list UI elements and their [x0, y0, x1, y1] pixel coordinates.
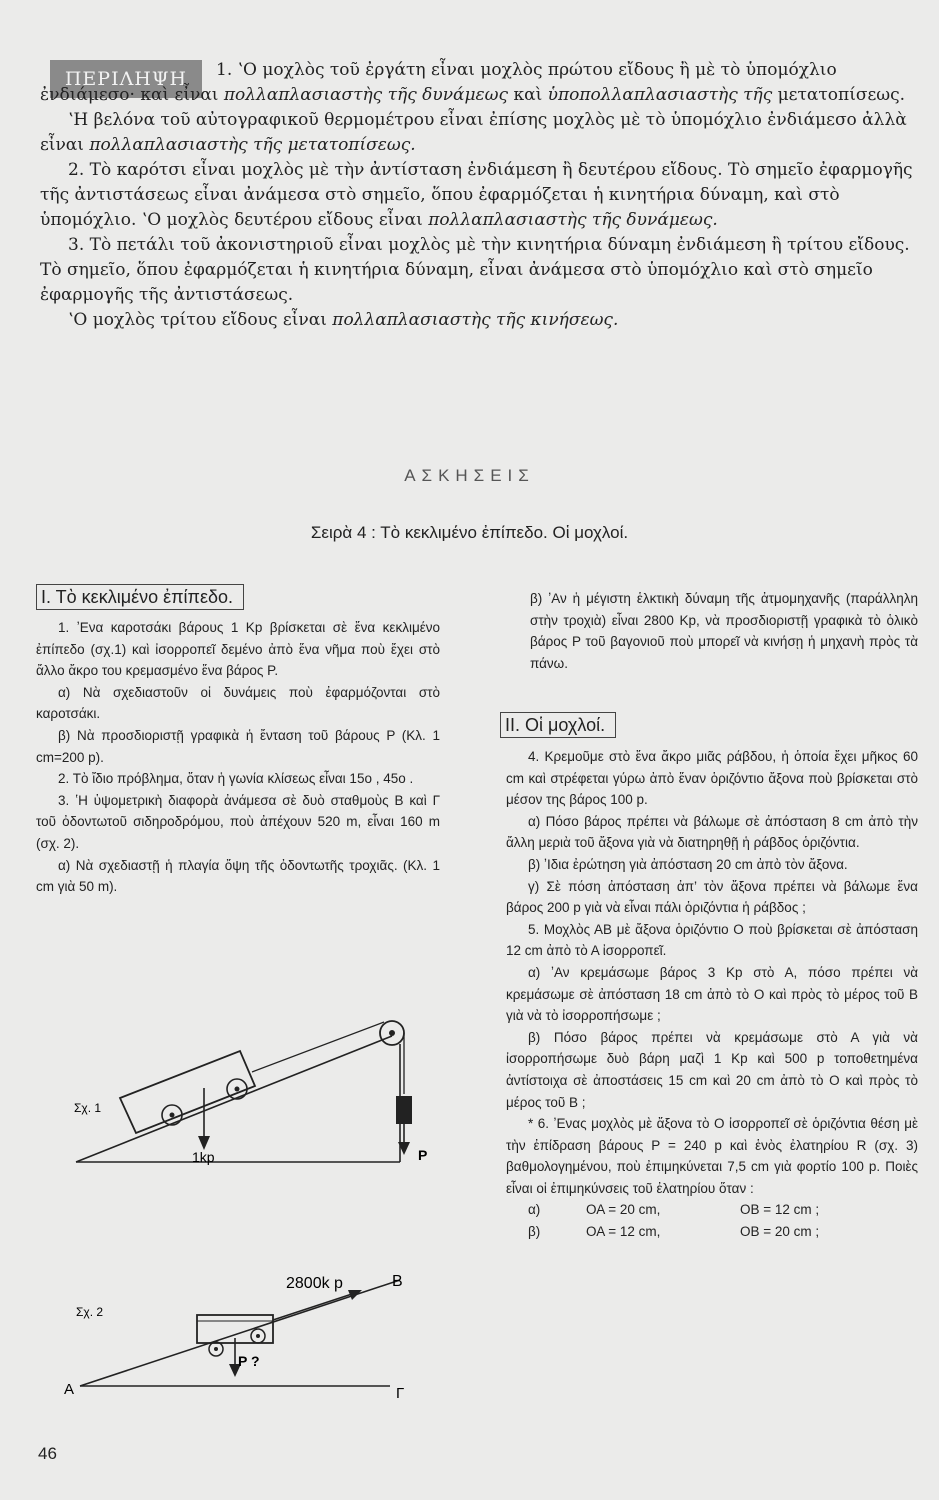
exercise-5b: β) Πόσο βάρος πρέπει νὰ κρεμάσωμε στὸ Α γιὰ νὰ ἰσορροπήσωμε δυὸ βάρη μαζὶ 1 Kp καὶ 500 p τοποθετημένα ἀντίστοιχα σὲ ἀποστάσεις 15 cm καὶ 20 cm ἀπὸ τὸ Ο καὶ πρὸς τὸ μέρος τοῦ Β ; — [506, 1029, 918, 1110]
figure-2 — [40, 1250, 460, 1410]
exercise-3: 3. ʽΗ ὑψομετρικὴ διαφορὰ ἀνάμεσα σὲ δυὸ σταθμοὺς Β καὶ Γ τοῦ ὀδοντωτοῦ σιδηροδρόμου, ποὺ ἀπέχουν 520 m, εἶναι 160 m (σχ. 2). — [36, 792, 440, 851]
exercise-6-row-b: β) ΟΑ = 12 cm, ΟΒ = 20 cm ; — [528, 1224, 820, 1240]
left-section-heading: Ι. Τὸ κεκλιμένο ἐπίπεδο. — [36, 584, 244, 610]
summary-paragraph-4: 3. Τὸ πετάλι τοῦ ἀκονιστηριοῦ εἶναι μοχλὸς μὲ τὴν κινητήρια δύναμη ἐνδιάμεση ἢ τρίτου εἴδους. Τὸ σημεῖο, ὅπου ἐφαρμόζεται ἡ κινητήρια δύναμη, εἶναι ἀνάμεσα στὸ ὑπομόχλιο καὶ στὸ σημεῖο ἐφαρμογῆς τῆς ἀντιστάσεως. — [40, 235, 910, 305]
summary-paragraph-5: ʽΟ μοχλὸς τρίτου εἴδους εἶναι πολλαπλασιαστὴς τῆς κινήσεως. — [68, 310, 619, 330]
exercise-1: 1. ʼΕνα καροτσάκι βάρους 1 Kp βρίσκεται σὲ ἕνα κεκλιμένο ἐπίπεδο (σχ.1) καὶ ἰσορροπεῖ δεμένο ἀπὸ ἕνα νῆμα ποὺ ἔχει στὸ ἄλλο ἄκρο του κρεμασμένο ἕνα βάρος P. — [36, 620, 440, 679]
right-column — [506, 746, 918, 1243]
exercise-3a: α) Νὰ σχεδιαστῇ ἡ πλαγία ὄψη τῆς ὀδοντωτῆς τροχιᾶς. (Κλ. 1 cm γιὰ 50 m). — [36, 857, 440, 895]
fig2-a-label: A — [64, 1381, 75, 1398]
series-title: Σειρὰ 4 : Τὸ κεκλιμένο ἐπίπεδο. Οἱ μοχλοί. — [310, 523, 629, 542]
exercise-1b: β) Νὰ προσδιοριστῇ γραφικὰ ἡ ἔνταση τοῦ βάρους P (Κλ. 1 cm=200 p). — [36, 727, 440, 765]
figure-1 — [40, 1020, 460, 1180]
exercise-4: 4. Κρεμοῦμε στὸ ἕνα ἄκρο μιᾶς ράβδου, ἡ ὁποία ἔχει μῆκος 60 cm καὶ στρέφεται γύρω ἀπὸ ἕναν ὁριζόντιο ἄξονα ποὺ βρίσκεται στὸ μέσον της βάρος 100 p. — [506, 749, 918, 808]
fig1-weight-label: 1kp — [192, 1149, 215, 1165]
exercise-6-row-a: α) ΟΑ = 20 cm, ΟΒ = 12 cm ; — [528, 1202, 820, 1218]
fig2-force-arrow — [273, 1292, 358, 1320]
fig1-cart — [120, 1051, 255, 1133]
summary-badge: ΠΕΡΙΛΗΨΗ — [50, 60, 202, 98]
exercise-4b: β) ʼΙδια ἐρώτηση γιὰ ἀπόσταση 20 cm ἀπὸ τὸν ἄξονα. — [528, 856, 848, 872]
fig1-label: Σχ. 1 — [74, 1101, 102, 1115]
exercise-5: 5. Μοχλὸς ΑΒ μὲ ἄξονα ὁριζόντιο Ο ποὺ βρίσκεται σὲ ἀπόσταση 12 cm ἀπὸ τὸ Α ἰσορροπεῖ. — [506, 921, 918, 959]
exercise-6: * 6. ʼΕνας μοχλὸς μὲ ἄξονα τὸ Ο ἰσορροπεῖ σὲ ὁριζόντια θέση μὲ τὴν ἐπίδραση βάρους P = 240 p καὶ ἑνὸς ἐλατηρίου R (σχ. 3) βαθμολογημένου, ποὺ ἐπιμηκύνεται 7,5 cm γιὰ φορτίο 100 p. Ποιὲς εἶναι οἱ ἐπιμηκύνσεις τοῦ ἐλατηρίου ὅταν : — [506, 1116, 918, 1196]
right-section-heading: ΙΙ. Οἱ μοχλοί. — [500, 712, 616, 738]
left-column — [36, 617, 440, 898]
exercise-1a: α) Νὰ σχεδιαστοῦν οἱ δυνάμεις ποὺ ἐφαρμόζονται στὸ καροτσάκι. — [36, 684, 440, 722]
fig2-g-label: Γ — [396, 1385, 405, 1402]
exercise-5a: α) ʼΑν κρεμάσωμε βάρος 3 Kp στὸ Α, πόσο πρέπει νὰ κρεμάσωμε σὲ ἀπόσταση 18 cm ἀπὸ τὸ Ο καὶ πρὸς τὸ μέρος τοῦ Β γιὰ νὰ τὸ ἰσορροπήσωμε ; — [506, 964, 918, 1024]
summary-paragraph-2: ʽΗ βελόνα τοῦ αὐτογραφικοῦ θερμομέτρου εἶναι ἐπίσης μοχλὸς μὲ τὸ ὑπομόχλιο ἐνδιάμεσο ἀλλὰ εἶναι πολλαπλασιαστὴς τῆς μετατοπίσεως. — [40, 110, 907, 155]
fig1-hanging-weight — [396, 1096, 412, 1124]
fig2-b-label: B — [392, 1273, 403, 1290]
fig2-force-label: 2800k p — [286, 1275, 343, 1292]
right-column-top — [506, 588, 918, 674]
exercise-4c: γ) Σὲ πόση ἀπόσταση ἀπ’ τὸν ἄξονα πρέπει νὰ βάλωμε ἕνα βάρος 200 p γιὰ νὰ εἶναι πάλι ὁριζόντια ἡ ράβδος ; — [506, 878, 918, 916]
fig2-label: Σχ. 2 — [76, 1305, 104, 1319]
summary-paragraph-1: 1. ʽΟ μοχλὸς τοῦ ἐργάτη εἶναι μοχλὸς πρώτου εἴδους ἢ μὲ τὸ ὑπομόχλιο ἐνδιάμεσο· καὶ εἶναι πολλαπλασιαστὴς τῆς δυνάμεως καὶ ὑποπολλαπλασιαστὴς τῆς μετατοπίσεως. — [40, 60, 906, 105]
summary-paragraph-3: 2. Τὸ καρότσι εἶναι μοχλὸς μὲ τὴν ἀντίσταση ἐνδιάμεση ἢ δευτέρου εἴδους. Τὸ σημεῖο ἐφαρμογῆς τῆς ἀντιστάσεως εἶναι ἀνάμεσα στὸ σημεῖο, ὅπου ἐφαρμόζεται ἡ κινητήρια δύναμη, καὶ στὸ ὑπομόχλιο. ʽΟ μοχλὸς δευτέρου εἴδους εἶναι πολλαπλασιαστὴς τῆς δυνάμεως. — [40, 160, 913, 230]
fig2-p-label: P ? — [238, 1353, 260, 1369]
exercise-3b: β) ʼΑν ἡ μέγιστη ἑλκτικὴ δύναμη τῆς ἀτμομηχανῆς (παράλληλη στὴν τροχιὰ) εἶναι 2800 Kp, νὰ προσδιοριστῇ γραφικὰ τὸ ὁλικὸ βάρος P τοῦ βαγονιοῦ ποὺ μπορεῖ νὰ κινήσῃ ἡ μηχανὴ πρὸς τὰ πάνω. — [530, 591, 918, 671]
summary-block — [40, 58, 918, 333]
exercise-4a: α) Πόσο βάρος πρέπει νὰ βάλωμε σὲ ἀπόσταση 8 cm ἀπὸ τὴν ἄλλη μεριὰ τοῦ ἄξονα γιὰ νὰ διατηρηθῇ ἡ ράβδος ὁριζόντια. — [506, 813, 918, 851]
exercises-title: ΑΣΚΗΣΕΙΣ — [404, 466, 535, 485]
exercise-2: 2. Τὸ ἴδιο πρόβλημα, ὅταν ἡ γωνία κλίσεως εἶναι 15ο , 45ο . — [58, 771, 414, 787]
page-number: 46 — [38, 1444, 57, 1463]
fig1-p-label: P — [418, 1147, 428, 1163]
